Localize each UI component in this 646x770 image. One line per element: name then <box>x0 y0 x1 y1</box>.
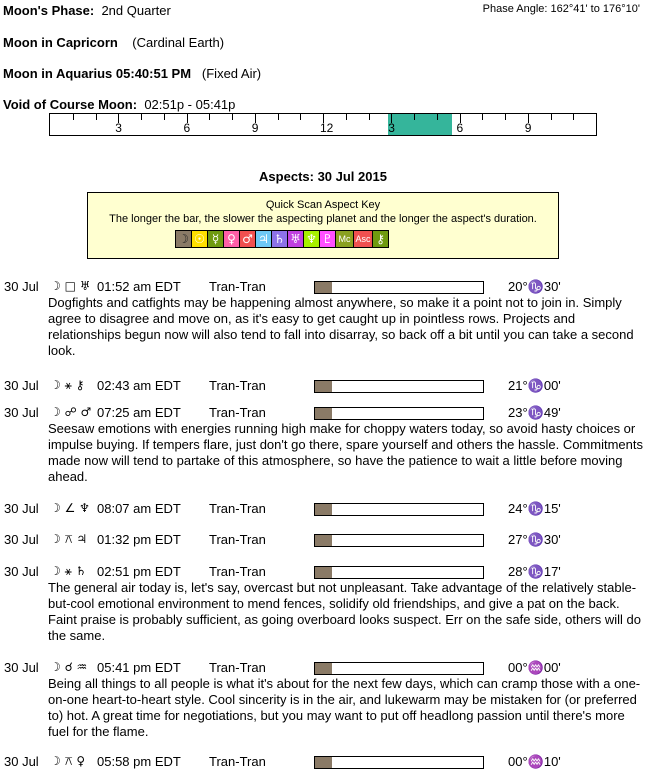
aspect-glyphs-icon: ☽ ☍ ♂ <box>50 405 92 419</box>
aspect-time: 05:58 pm EDT <box>97 754 181 769</box>
aspect-duration-bar <box>314 756 484 769</box>
saturn-icon: ♄ <box>272 231 288 247</box>
timeline-hour-label: 6 <box>183 121 191 135</box>
aspect-row <box>0 405 646 421</box>
aspect-kind: Tran-Tran <box>209 532 266 547</box>
aspect-description: The general air today is, let's say, overcast but not unpleasant. Take advantage of the relatively stable-but-cool emotional environment to mend fences, solidify old friendships, and give a pat on the back. Faint praise is probably sufficient, as going overboard looks suspect. Err on the safe side, others will do the same. <box>48 580 642 643</box>
aspect-duration-fill <box>315 381 332 392</box>
aspect-position: 24°♑15' <box>508 501 561 516</box>
venus-icon: ♀ <box>224 231 240 247</box>
aspect-date: 30 Jul <box>4 532 39 547</box>
voc-fill <box>388 114 452 135</box>
aspect-duration-bar <box>314 407 484 420</box>
timeline-tick <box>346 114 347 120</box>
moon-phase-value: 2nd Quarter <box>101 3 171 18</box>
aspect-glyphs-icon: ☽ ∠ ♆ <box>50 501 90 515</box>
aspect-position: 23°♑49' <box>508 405 561 420</box>
moon-icon: ☽ <box>176 231 192 247</box>
aspect-position: 27°♑30' <box>508 532 561 547</box>
moon-sign-2 <box>3 66 261 81</box>
aspect-duration-bar <box>314 380 484 393</box>
aspect-kind: Tran-Tran <box>209 564 266 579</box>
mercury-icon: ☿ <box>208 231 224 247</box>
aspect-duration-bar <box>314 534 484 547</box>
aspect-glyphs-icon: ☽ ☌ ♒ <box>50 660 88 674</box>
midheaven-icon: Mc <box>336 231 354 247</box>
aspect-description: Seesaw emotions with energies running high make for choppy waters today, so avoid hasty choices or impulse buying. If tempers flare, just don't go there, spare yourself and others the hassle. Commitments made now will tend to partake of this atmosphere, so have the patience to wait a little before moving ahead. <box>48 421 643 484</box>
aspect-duration-bar <box>314 566 484 579</box>
voc-value: 02:51p - 05:41p <box>144 97 236 112</box>
aspect-duration-fill <box>315 282 332 293</box>
timeline-tick <box>141 114 142 120</box>
aspect-duration-bar <box>314 662 484 675</box>
aspect-time: 07:25 am EDT <box>97 405 181 420</box>
aspect-glyphs-icon: ☽ ⚻ ♀ <box>50 754 86 768</box>
aspect-kind: Tran-Tran <box>209 279 266 294</box>
timeline-tick <box>96 114 97 120</box>
moon-sign-2-detail: (Fixed Air) <box>201 66 262 81</box>
aspects-title: Aspects: 30 Jul 2015 <box>259 169 387 184</box>
aspect-position: 21°♑00' <box>508 378 561 393</box>
pluto-icon: ♇ <box>320 231 336 247</box>
mars-icon: ♂ <box>240 231 256 247</box>
aspect-time: 01:32 pm EDT <box>97 532 181 547</box>
aspect-glyphs-icon: ☽ □ ♅ <box>50 279 91 293</box>
timeline-tick <box>369 114 370 120</box>
moon-sign-1-label: Moon in Capricorn <box>3 35 118 50</box>
timeline-tick <box>300 114 301 120</box>
aspect-time: 01:52 am EDT <box>97 279 181 294</box>
timeline-tick <box>73 114 74 120</box>
void-of-course <box>3 97 235 112</box>
aspect-row <box>0 660 646 676</box>
aspect-position: 20°♑30' <box>508 279 561 294</box>
aspect-date: 30 Jul <box>4 754 39 769</box>
aspect-time: 08:07 am EDT <box>97 501 181 516</box>
aspect-description: Dogfights and catfights may be happening almost anywhere, so make it a point not to join in. Simply agree to disagree and move on, as it's easy to get caught up in pointless rows. Projects and relationships begun now will also tend to fall into disarray, so back off a bit until you can take a second look. <box>48 295 634 358</box>
aspect-duration-fill <box>315 408 332 419</box>
moon-phase-label: Moon's Phase: <box>3 3 95 18</box>
aspect-date: 30 Jul <box>4 405 39 420</box>
aspect-glyphs-icon: ☽ ⚻ ♃ <box>50 532 88 546</box>
timeline-tick <box>209 114 210 120</box>
aspect-glyphs-icon: ☽ ⚹ ⚷ <box>50 378 85 392</box>
aspect-duration-fill <box>315 535 332 546</box>
aspect-date: 30 Jul <box>4 378 39 393</box>
aspect-kind: Tran-Tran <box>209 405 266 420</box>
phase-angle: Phase Angle: 162°41' to 176°10' <box>482 3 640 15</box>
uranus-icon: ♅ <box>288 231 304 247</box>
moon-sign-2-label: Moon in Aquarius 05:40:51 PM <box>3 66 192 81</box>
timeline-tick <box>278 114 279 120</box>
jupiter-icon: ♃ <box>256 231 272 247</box>
timeline-hour-label: 3 <box>388 121 395 135</box>
timeline-tick <box>232 114 233 120</box>
timeline-hour-label: 9 <box>251 121 259 135</box>
timeline-tick <box>551 114 552 120</box>
aspect-row <box>0 378 646 394</box>
aspect-duration-fill <box>315 757 332 768</box>
aspect-position: 00°♒10' <box>508 754 561 769</box>
timeline-tick <box>437 114 438 120</box>
moon-sign-1-detail: (Cardinal Earth) <box>132 35 225 50</box>
aspect-date: 30 Jul <box>4 501 39 516</box>
aspect-duration-bar <box>314 281 484 294</box>
aspect-kind: Tran-Tran <box>209 660 266 675</box>
aspect-duration-fill <box>315 567 332 578</box>
timeline-hour-label: 3 <box>115 121 122 135</box>
aspect-kind: Tran-Tran <box>209 378 266 393</box>
aspect-time: 05:41 pm EDT <box>97 660 181 675</box>
moon-phase <box>3 3 171 18</box>
aspect-time: 02:43 am EDT <box>97 378 181 393</box>
aspect-duration-fill <box>315 663 332 674</box>
void-of-course-timeline <box>49 113 597 136</box>
aspect-description: Being all things to all people is what it's about for the next few days, which can cramp those with a one-on-one heart-to-heart style. Cool sincerity is in the air, and lukewarm may be mistaken for (or preferred to) hot. A great time for negotiations, but you may want to put off headlong passion until there's more fuel for the flame. <box>48 676 641 739</box>
aspect-row <box>0 501 646 517</box>
aspect-position: 00°♒00' <box>508 660 561 675</box>
aspect-glyphs-icon: ☽ ⚹ ♄ <box>50 564 87 578</box>
aspect-key-title: Quick Scan Aspect Key <box>265 199 381 211</box>
aspect-duration-bar <box>314 503 484 516</box>
ascendant-icon: Asc <box>354 231 373 247</box>
neptune-icon: ♆ <box>304 231 320 247</box>
chiron-icon: ⚷ <box>373 231 388 247</box>
aspect-row <box>0 279 646 295</box>
aspect-kind: Tran-Tran <box>209 754 266 769</box>
timeline-hour-label: 9 <box>524 121 532 135</box>
timeline-tick <box>164 114 165 120</box>
aspect-duration-fill <box>315 504 332 515</box>
timeline-tick <box>505 114 506 120</box>
timeline-tick <box>482 114 483 120</box>
aspect-kind: Tran-Tran <box>209 501 266 516</box>
aspect-time: 02:51 pm EDT <box>97 564 181 579</box>
aspect-date: 30 Jul <box>4 564 39 579</box>
timeline-tick <box>414 114 415 120</box>
aspect-row <box>0 532 646 548</box>
aspect-key-description: The longer the bar, the slower the aspecting planet and the longer the aspect's duration. <box>109 213 537 225</box>
sun-icon: ☉ <box>192 231 208 247</box>
aspect-key <box>87 192 559 259</box>
aspect-row <box>0 754 646 770</box>
aspect-key-swatches <box>175 230 389 248</box>
aspect-position: 28°♑17' <box>508 564 561 579</box>
aspect-row <box>0 564 646 580</box>
voc-label: Void of Course Moon: <box>3 97 138 112</box>
timeline-hour-label: 12 <box>320 121 334 135</box>
timeline-hour-label: 6 <box>456 121 464 135</box>
moon-sign-1 <box>3 35 224 50</box>
timeline-tick <box>573 114 574 120</box>
aspect-date: 30 Jul <box>4 660 39 675</box>
aspect-date: 30 Jul <box>4 279 39 294</box>
